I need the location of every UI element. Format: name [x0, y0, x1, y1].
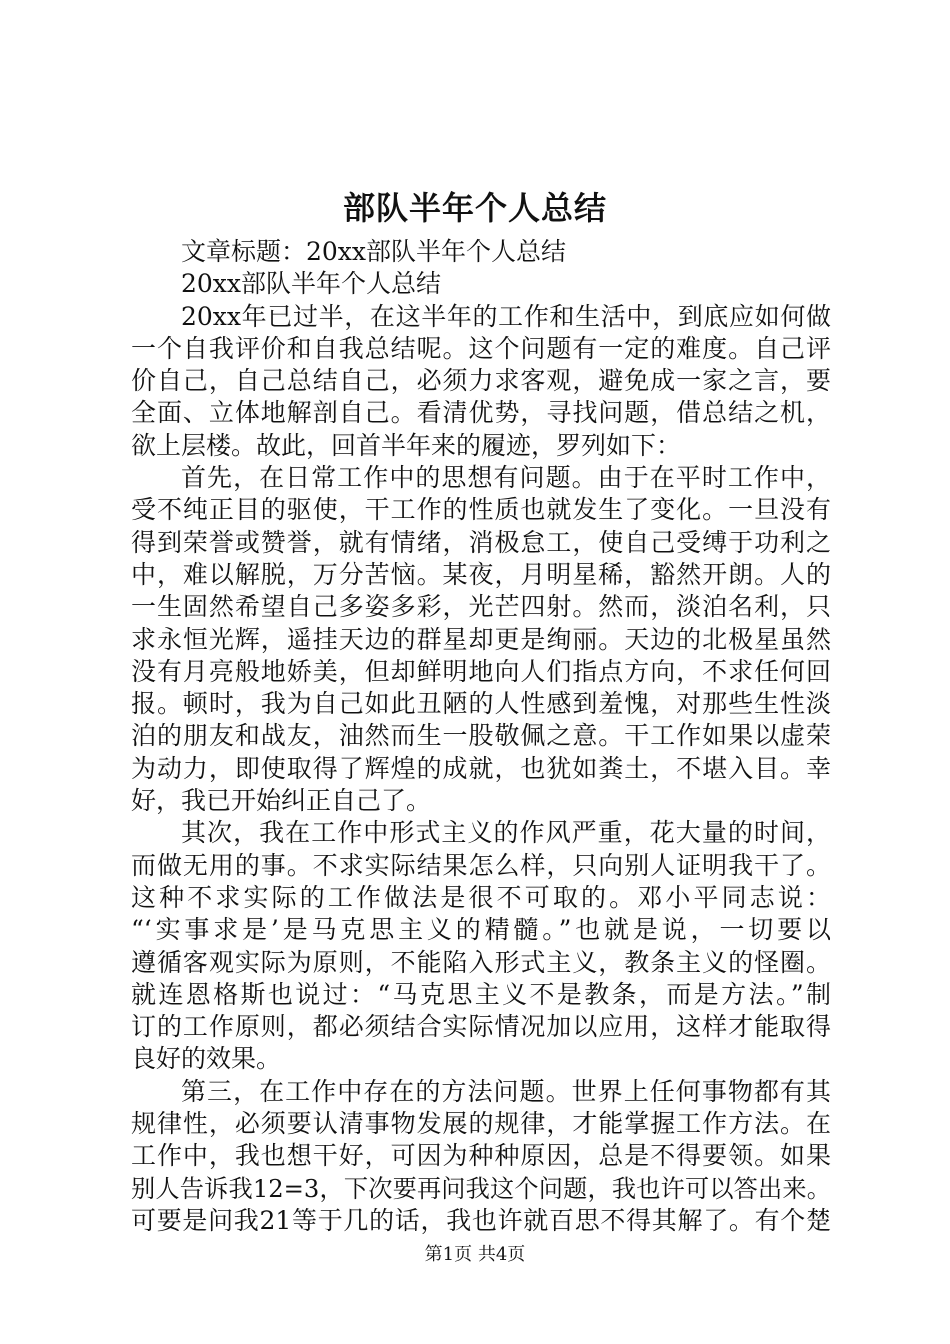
body-text-line: 工作中，我也想干好，可因为种种原因，总是不得要领。如果 — [131, 1141, 831, 1171]
document-title: 部队半年个人总结 — [342, 189, 607, 227]
body-text-line: 全面、立体地解剖自己。看清优势，寻找问题，借总结之机， — [131, 398, 831, 428]
body-text-line: 这种不求实际的工作做法是很不可取的。邓小平同志说： — [131, 882, 831, 912]
body-text-line: 受不纯正目的驱使，干工作的性质也就发生了变化。一旦没有 — [131, 495, 831, 525]
body-text-line: 一生固然希望自己多姿多彩，光芒四射。然而，淡泊名利，只 — [131, 592, 831, 622]
body-text-line: 价自己，自己总结自己，必须力求客观，避免成一家之言，要 — [131, 366, 831, 396]
page-footer: 第1页 共4页 — [424, 1244, 526, 1265]
document-body — [131, 236, 831, 1237]
body-text-line: “‘实事求是’是马克思主义的精髓。”也就是说，一切要以 — [131, 915, 831, 945]
body-text-line: 为动力，即使取得了辉煌的成就，也犹如粪土，不堪入目。幸 — [131, 753, 831, 783]
body-text-line: 报。顿时，我为自己如此丑陋的人性感到羞愧，对那些生性淡 — [131, 689, 831, 719]
body-text-line: 别人告诉我12=3，下次要再问我这个问题，我也许可以答出来。 — [131, 1174, 831, 1203]
body-text-line: 泊的朋友和战友，油然而生一股敬佩之意。干工作如果以虚荣 — [131, 721, 831, 751]
body-text-line: 而做无用的事。不求实际结果怎么样，只向别人证明我干了。 — [131, 850, 831, 880]
body-text-line: 20xx部队半年个人总结 — [181, 269, 442, 299]
body-text-line: 首先，在日常工作中的思想有问题。由于在平时工作中， — [181, 463, 831, 493]
body-text-line: 可要是问我21等于几的话，我也许就百思不得其解了。有个楚 — [131, 1205, 831, 1235]
body-text-line: 规律性，必须要认清事物发展的规律，才能掌握工作方法。在 — [131, 1109, 831, 1139]
body-text-line: 欲上层楼。故此，回首半年来的履迹，罗列如下： — [131, 430, 682, 460]
body-text-line: 就连恩格斯也说过：“马克思主义不是教条，而是方法。”制 — [131, 979, 831, 1009]
body-text-line: 良好的效果。 — [131, 1044, 282, 1074]
body-text-line: 第三，在工作中存在的方法问题。世界上任何事物都有其 — [181, 1076, 831, 1106]
body-text-line: 好，我已开始纠正自己了。 — [131, 786, 432, 816]
body-text-line: 没有月亮般地娇美，但却鲜明地向人们指点方向，不求任何回 — [131, 656, 831, 686]
body-text-line: 其次，我在工作中形式主义的作风严重，花大量的时间， — [181, 818, 831, 848]
body-text-line: 文章标题：20xx部队半年个人总结 — [181, 237, 567, 266]
body-text-line: 求永恒光辉，遥挂天边的群星却更是绚丽。天边的北极星虽然 — [131, 624, 831, 654]
body-text-line: 遵循客观实际为原则，不能陷入形式主义，教条主义的怪圈。 — [131, 947, 831, 977]
body-text-line: 20xx年已过半，在这半年的工作和生活中，到底应如何做 — [181, 301, 831, 331]
body-text-line: 中，难以解脱，万分苦恼。某夜，月明星稀，豁然开朗。人的 — [131, 559, 831, 589]
body-text-line: 订的工作原则，都必须结合实际情况加以应用，这样才能取得 — [131, 1012, 831, 1042]
body-text-line: 一个自我评价和自我总结呢。这个问题有一定的难度。自己评 — [131, 333, 831, 363]
body-text-line: 得到荣誉或赞誉，就有情绪，消极怠工，使自己受缚于功利之 — [131, 527, 831, 557]
